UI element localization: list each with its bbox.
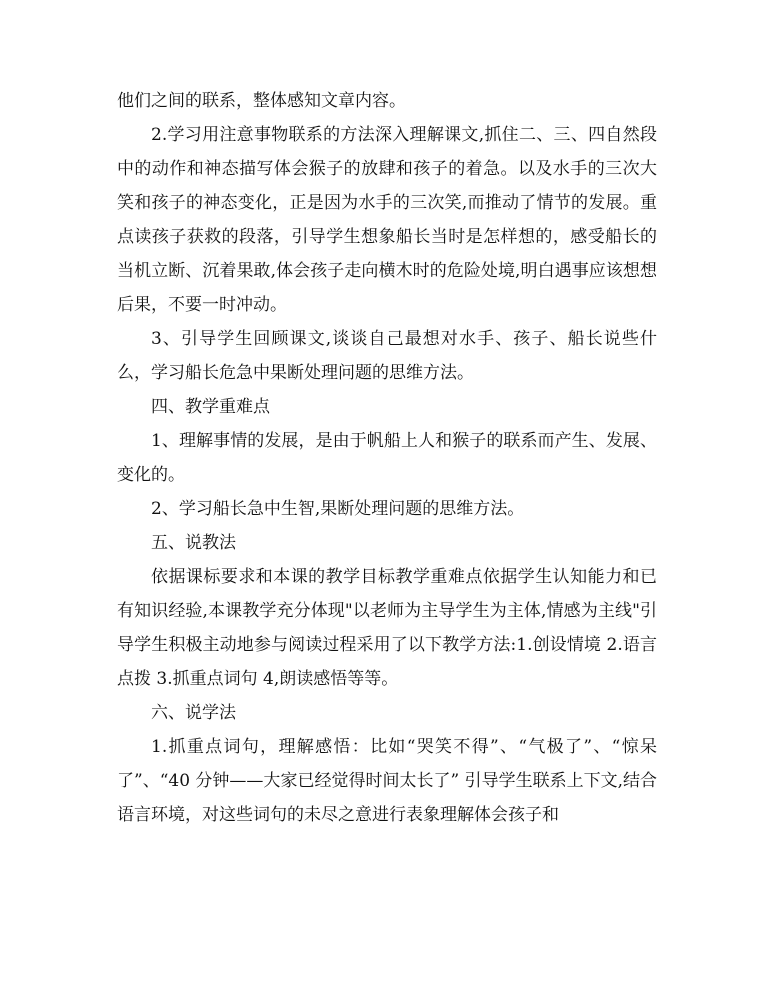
paragraph-method-2: 2.学习用注意事物联系的方法深入理解课文,抓住二、三、四自然段中的动作和神态描写体会猴子的放肆和孩子的着急。以及水手的三次大笑和孩子的神态变化，正是因为水手的三次笑,而推动了情节的发展。重点读孩子获救的段落，引导学生想象船长当时是怎样想的，感受船长的当机立断、沉着果敢,体会孩子走向横木时的危险处境,明白遇事应该想想后果，不要一时冲动。 (117, 125, 657, 315)
paragraph-continuation: 他们之间的联系，整体感知文章内容。 (117, 91, 406, 111)
section-heading-learning-methods: 六、说学法 (151, 703, 236, 723)
paragraph-teaching-methods: 依据课标要求和本课的教学目标教学重难点依据学生认知能力和已有知识经验,本课教学充分体现"以老师为主导学生为主体,情感为主线"引导学生积极主动地参与阅读过程采用了以下教学方法:1.创设情境 2.语言点拨 3.抓重点词句 4,朗读感悟等等。 (117, 567, 657, 689)
section-heading-key-points: 四、教学重难点 (151, 397, 270, 417)
paragraph-key-point-2: 2、学习船长急中生智,果断处理问题的思维方法。 (151, 499, 525, 519)
paragraph-method-3: 3、引导学生回顾课文,谈谈自己最想对水手、孩子、船长说些什么，学习船长危急中果断处理问题的思维方法。 (117, 329, 657, 383)
paragraph-learning-method-1: 1.抓重点词句，理解感悟：比如“哭笑不得”、“气极了”、“惊呆了”、“40 分钟——大家已经觉得时间太长了” 引导学生联系上下文,结合语言环境，对这些词句的未尽之意进行表象理解体会孩子和 (117, 737, 657, 825)
document-body (117, 84, 657, 832)
section-heading-teaching-methods: 五、说教法 (151, 533, 236, 553)
paragraph-key-point-1: 1、理解事情的发展，是由于帆船上人和猴子的联系而产生、发展、变化的。 (117, 431, 657, 485)
